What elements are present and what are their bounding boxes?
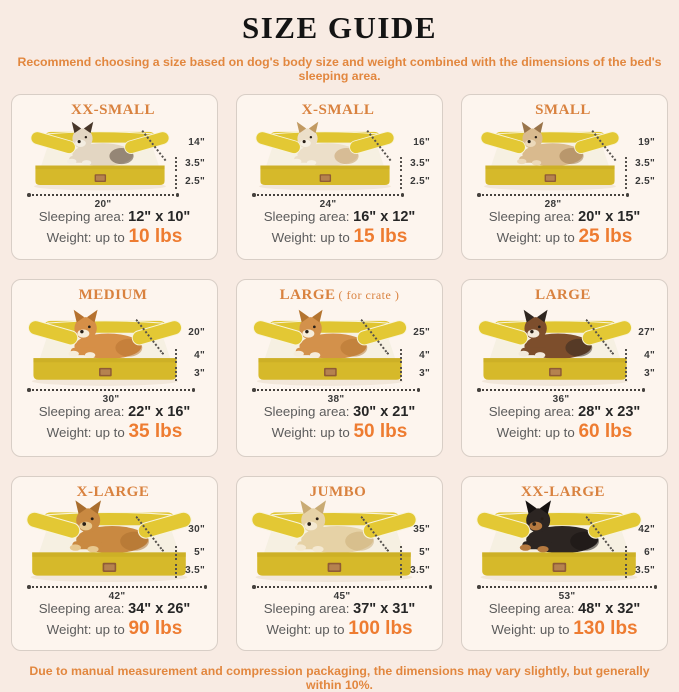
sleeping-area-value: 48" x 32" xyxy=(578,601,641,617)
footer-note: Due to manual measurement and compression packaging, the dimensions may vary slightly, but generally within 10%. xyxy=(29,664,650,692)
bolster-height-dimension: 5" xyxy=(194,547,205,558)
size-name: SMALL xyxy=(535,102,591,118)
width-dimension-line xyxy=(253,586,431,588)
bolster-height-line xyxy=(400,349,402,363)
size-grid xyxy=(11,94,668,651)
dog-bed-illustration xyxy=(20,502,209,602)
sleeping-area-value: 16" x 12" xyxy=(353,209,416,225)
sleeping-area-line xyxy=(245,209,434,225)
base-height-line xyxy=(175,564,177,578)
weight-line xyxy=(470,226,659,248)
weight-line xyxy=(470,618,659,640)
bed-with-dog-image xyxy=(26,113,174,194)
bed-depth-dimension: 20" xyxy=(188,327,205,338)
weight-value: 130 lbs xyxy=(573,618,638,639)
bolster-height-line xyxy=(400,546,402,560)
sleeping-area-label: Sleeping area: xyxy=(38,601,125,616)
sleeping-area-line xyxy=(245,404,434,420)
width-dimension-line xyxy=(253,389,419,391)
dog-bed-illustration xyxy=(470,305,659,405)
size-card-large xyxy=(461,279,668,457)
base-height-dimension: 3" xyxy=(194,368,205,379)
base-height-dimension: 3.5" xyxy=(410,565,430,576)
sleeping-area-label: Sleeping area: xyxy=(263,601,350,616)
bed-with-dog-image xyxy=(471,490,647,586)
dog-bed-illustration xyxy=(245,120,434,210)
bed-width-dimension: 20" xyxy=(94,199,112,210)
weight-value: 100 lbs xyxy=(348,618,413,639)
sleeping-area-value: 37" x 31" xyxy=(353,601,416,617)
width-dimension-line xyxy=(28,389,194,391)
weight-label: Weight: up to xyxy=(46,622,125,637)
bolster-height-line xyxy=(175,349,177,363)
dog-bed-illustration xyxy=(470,120,659,210)
bed-depth-dimension: 35" xyxy=(413,524,430,535)
base-height-line xyxy=(625,564,627,578)
width-dimension-line xyxy=(478,586,656,588)
bolster-height-dimension: 3.5" xyxy=(185,158,205,169)
sleeping-area-line xyxy=(470,209,659,225)
bed-brand-tag xyxy=(99,367,112,376)
bed-width-dimension: 38" xyxy=(327,394,345,405)
base-height-line xyxy=(625,367,627,381)
width-dimension-line xyxy=(478,389,644,391)
sleeping-area-line xyxy=(470,601,659,617)
weight-value: 50 lbs xyxy=(353,421,408,442)
weight-line xyxy=(245,618,434,640)
bolster-height-dimension: 3.5" xyxy=(410,158,430,169)
size-name: MEDIUM xyxy=(78,287,148,303)
bed-with-dog-image xyxy=(476,113,624,194)
bed-brand-tag xyxy=(95,174,106,182)
size-card-jumbo xyxy=(236,476,443,651)
size-card-x-small xyxy=(236,94,443,260)
page-title: SIZE GUIDE xyxy=(241,10,438,45)
weight-label: Weight: up to xyxy=(266,622,345,637)
bolster-height-line xyxy=(625,349,627,363)
sleeping-area-line xyxy=(20,601,209,617)
bed-with-dog-image xyxy=(23,300,187,389)
size-name: X-LARGE xyxy=(76,484,150,500)
bolster-height-dimension: 5" xyxy=(419,547,430,558)
base-height-dimension: 3.5" xyxy=(635,565,655,576)
weight-line xyxy=(245,226,434,248)
bed-brand-tag xyxy=(553,563,567,572)
dog-bed-illustration xyxy=(245,502,434,602)
size-card-xx-large xyxy=(461,476,668,651)
bed-depth-dimension: 42" xyxy=(638,524,655,535)
bolster-height-dimension: 4" xyxy=(644,350,655,361)
base-height-line xyxy=(175,367,177,381)
base-height-line xyxy=(175,175,177,189)
base-height-dimension: 2.5" xyxy=(185,176,205,187)
bed-brand-tag xyxy=(320,174,331,182)
page-subtitle: Recommend choosing a size based on dog's body size and weight combined with the dimensions of the bed's sleeping area. xyxy=(17,55,662,83)
sleeping-area-label: Sleeping area: xyxy=(488,404,575,419)
bolster-height-line xyxy=(625,157,627,171)
bed-width-dimension: 45" xyxy=(333,591,351,602)
bolster-height-dimension: 3.5" xyxy=(635,158,655,169)
weight-label: Weight: up to xyxy=(496,425,575,440)
sleeping-area-label: Sleeping area: xyxy=(488,209,575,224)
bed-depth-dimension: 19" xyxy=(638,137,655,148)
base-height-line xyxy=(400,367,402,381)
size-card-xx-small xyxy=(11,94,218,260)
size-card-medium xyxy=(11,279,218,457)
base-height-line xyxy=(625,175,627,189)
sleeping-area-value: 12" x 10" xyxy=(128,209,191,225)
sleeping-area-value: 34" x 26" xyxy=(128,601,191,617)
sleeping-area-line xyxy=(20,209,209,225)
bed-with-dog-image xyxy=(21,490,197,586)
weight-value: 25 lbs xyxy=(578,226,633,247)
bolster-height-line xyxy=(175,157,177,171)
width-dimension-line xyxy=(253,194,403,196)
weight-value: 15 lbs xyxy=(353,226,408,247)
base-height-line xyxy=(400,564,402,578)
width-dimension-line xyxy=(28,586,206,588)
size-name: LARGE xyxy=(535,287,591,303)
bed-depth-dimension: 14" xyxy=(188,137,205,148)
bed-width-dimension: 42" xyxy=(108,591,126,602)
base-height-dimension: 3.5" xyxy=(185,565,205,576)
weight-label: Weight: up to xyxy=(496,230,575,245)
sleeping-area-label: Sleeping area: xyxy=(488,601,575,616)
bed-with-dog-image xyxy=(246,490,422,586)
sleeping-area-line xyxy=(20,404,209,420)
bolster-height-dimension: 4" xyxy=(419,350,430,361)
weight-line xyxy=(20,421,209,443)
bed-brand-tag xyxy=(324,367,337,376)
bed-width-dimension: 30" xyxy=(102,394,120,405)
bed-width-dimension: 53" xyxy=(558,591,576,602)
bed-width-dimension: 24" xyxy=(319,199,337,210)
weight-value: 10 lbs xyxy=(128,226,183,247)
sleeping-area-value: 22" x 16" xyxy=(128,404,191,420)
bed-depth-dimension: 30" xyxy=(188,524,205,535)
sleeping-area-label: Sleeping area: xyxy=(263,404,350,419)
bed-depth-dimension: 16" xyxy=(413,137,430,148)
bed-brand-tag xyxy=(549,367,562,376)
size-name: LARGE xyxy=(279,287,336,303)
bed-width-dimension: 36" xyxy=(552,394,570,405)
sleeping-area-label: Sleeping area: xyxy=(38,209,125,224)
sleeping-area-label: Sleeping area: xyxy=(38,404,125,419)
dog-bed-illustration xyxy=(470,502,659,602)
bed-with-dog-image xyxy=(248,300,412,389)
sleeping-area-value: 28" x 23" xyxy=(578,404,641,420)
bed-depth-dimension: 27" xyxy=(638,327,655,338)
weight-label: Weight: up to xyxy=(46,230,125,245)
bolster-height-line xyxy=(400,157,402,171)
size-name: X-SMALL xyxy=(301,102,375,118)
weight-label: Weight: up to xyxy=(46,425,125,440)
bolster-height-line xyxy=(175,546,177,560)
base-height-dimension: 3" xyxy=(419,368,430,379)
weight-label: Weight: up to xyxy=(491,622,570,637)
bolster-height-dimension: 4" xyxy=(194,350,205,361)
base-height-dimension: 3" xyxy=(644,368,655,379)
size-suffix: ( for crate ) xyxy=(338,288,400,302)
bolster-height-dimension: 6" xyxy=(644,547,655,558)
weight-line xyxy=(20,618,209,640)
bed-depth-dimension: 25" xyxy=(413,327,430,338)
size-name: XX-SMALL xyxy=(70,102,155,118)
bed-width-dimension: 28" xyxy=(544,199,562,210)
width-dimension-line xyxy=(478,194,628,196)
size-name: JUMBO xyxy=(309,484,367,500)
weight-value: 60 lbs xyxy=(578,421,633,442)
size-card-small xyxy=(461,94,668,260)
weight-line xyxy=(470,421,659,443)
bed-brand-tag xyxy=(103,563,117,572)
sleeping-area-label: Sleeping area: xyxy=(263,209,350,224)
sleeping-area-value: 30" x 21" xyxy=(353,404,416,420)
size-card-x-large xyxy=(11,476,218,651)
bed-brand-tag xyxy=(328,563,342,572)
sleeping-area-line xyxy=(470,404,659,420)
dog-bed-illustration xyxy=(20,305,209,405)
base-height-line xyxy=(400,175,402,189)
weight-label: Weight: up to xyxy=(271,230,350,245)
sleeping-area-value: 20" x 15" xyxy=(578,209,641,225)
width-dimension-line xyxy=(28,194,178,196)
weight-value: 35 lbs xyxy=(128,421,183,442)
sleeping-area-line xyxy=(245,601,434,617)
bed-with-dog-image xyxy=(251,113,399,194)
bed-with-dog-image xyxy=(473,300,637,389)
weight-label: Weight: up to xyxy=(271,425,350,440)
size-name: XX-LARGE xyxy=(520,484,605,500)
weight-line xyxy=(20,226,209,248)
base-height-dimension: 2.5" xyxy=(635,176,655,187)
dog-bed-illustration xyxy=(20,120,209,210)
size-card-large-crate xyxy=(236,279,443,457)
bed-brand-tag xyxy=(545,174,556,182)
bolster-height-line xyxy=(625,546,627,560)
weight-value: 90 lbs xyxy=(128,618,183,639)
dog-bed-illustration xyxy=(245,305,434,405)
base-height-dimension: 2.5" xyxy=(410,176,430,187)
weight-line xyxy=(245,421,434,443)
